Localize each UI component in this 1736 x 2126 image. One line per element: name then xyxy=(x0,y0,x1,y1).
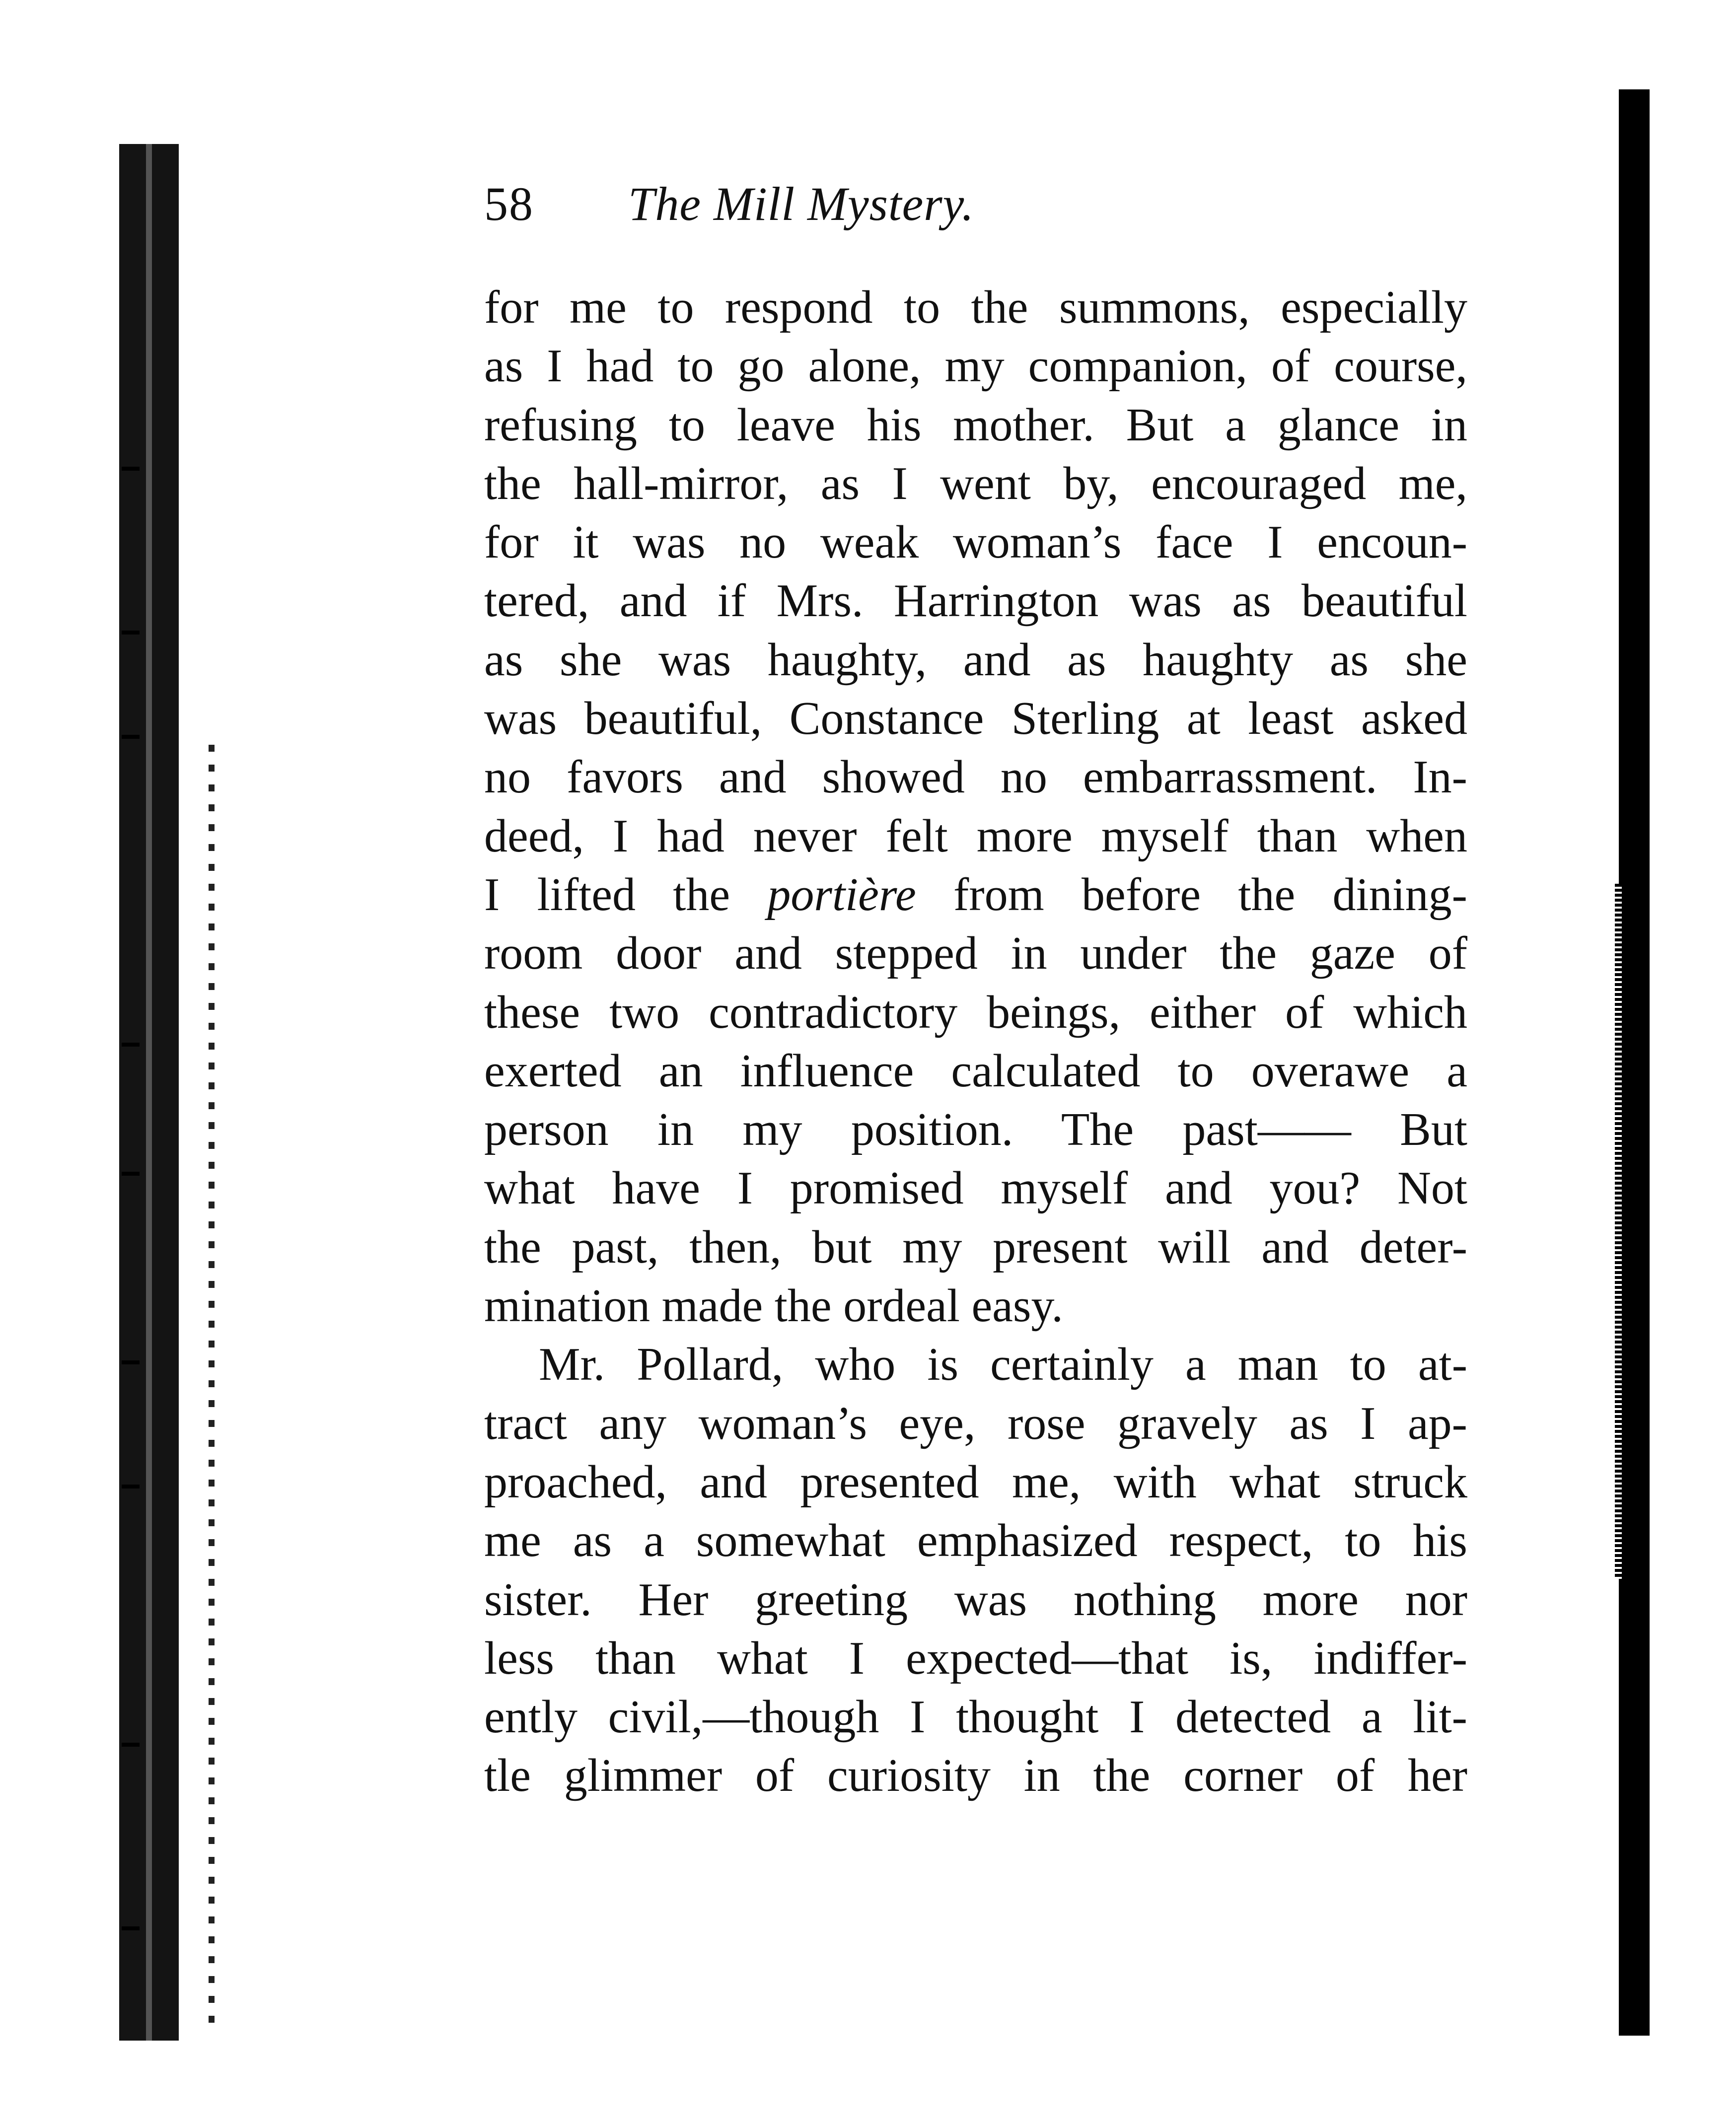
text-line: tle glimmer of curiosity in the corner of her xyxy=(484,1750,1467,1802)
italic-word: portière xyxy=(767,868,916,921)
text-line: exerted an influence calculated to overawe a xyxy=(484,1045,1467,1097)
text-line: tract any woman’s eye, rose gravely as I ap- xyxy=(484,1397,1467,1449)
text-line: as she was haughty, and as haughty as she xyxy=(484,634,1467,686)
scan-margin-marks xyxy=(122,89,142,1926)
text-line: was beautiful, Constance Sterling at least asked xyxy=(484,693,1467,745)
text-line: person in my position. The past—— But xyxy=(484,1104,1467,1156)
text-line: room door and stepped in under the gaze of xyxy=(484,927,1467,980)
scan-shadow-right xyxy=(1619,89,1650,2036)
text-line: ently civil,—though I thought I detected a lit- xyxy=(484,1691,1467,1743)
text-line: sister. Her greeting was nothing more nor xyxy=(484,1573,1467,1626)
text-line-with-italic xyxy=(484,865,1467,924)
text-line: as I had to go alone, my companion, of course, xyxy=(484,340,1467,392)
scan-shadow-left-detail xyxy=(209,745,215,2036)
text-line: Mr. Pollard, who is certainly a man to at- xyxy=(539,1339,1467,1391)
text-line: me as a somewhat emphasized respect, to his xyxy=(484,1515,1467,1567)
text-line: the past, then, but my present will and deter- xyxy=(484,1221,1467,1273)
text-line: for it was no weak woman’s face I encoun- xyxy=(484,516,1467,568)
body-text xyxy=(484,278,1467,1805)
text-line: for me to respond to the summons, especially xyxy=(484,282,1467,333)
text-fragment: I lifted the xyxy=(484,868,768,921)
text-line: no favors and showed no embarrassment. In- xyxy=(484,751,1467,803)
page-number: 58 xyxy=(484,177,534,230)
page-header xyxy=(484,176,1179,251)
text-line: what have I promised myself and you? Not xyxy=(484,1162,1467,1214)
text-line: the hall-mirror, as I went by, encouraged me, xyxy=(484,457,1467,509)
text-line: refusing to leave his mother. But a glance in xyxy=(484,399,1467,451)
text-line: these two contradictory beings, either of which xyxy=(484,986,1467,1038)
running-title: The Mill Mystery. xyxy=(628,177,974,230)
text-line: mination made the ordeal easy. xyxy=(484,1280,1063,1332)
text-line: less than what I expected—that is, indiffer- xyxy=(484,1632,1467,1684)
text-fragment: from before the dining- xyxy=(916,868,1467,921)
text-line: proached, and presented me, with what struck xyxy=(484,1456,1467,1508)
text-line: deed, I had never felt more myself than when xyxy=(484,810,1467,862)
text-line: tered, and if Mrs. Harrington was as beautiful xyxy=(484,575,1467,627)
